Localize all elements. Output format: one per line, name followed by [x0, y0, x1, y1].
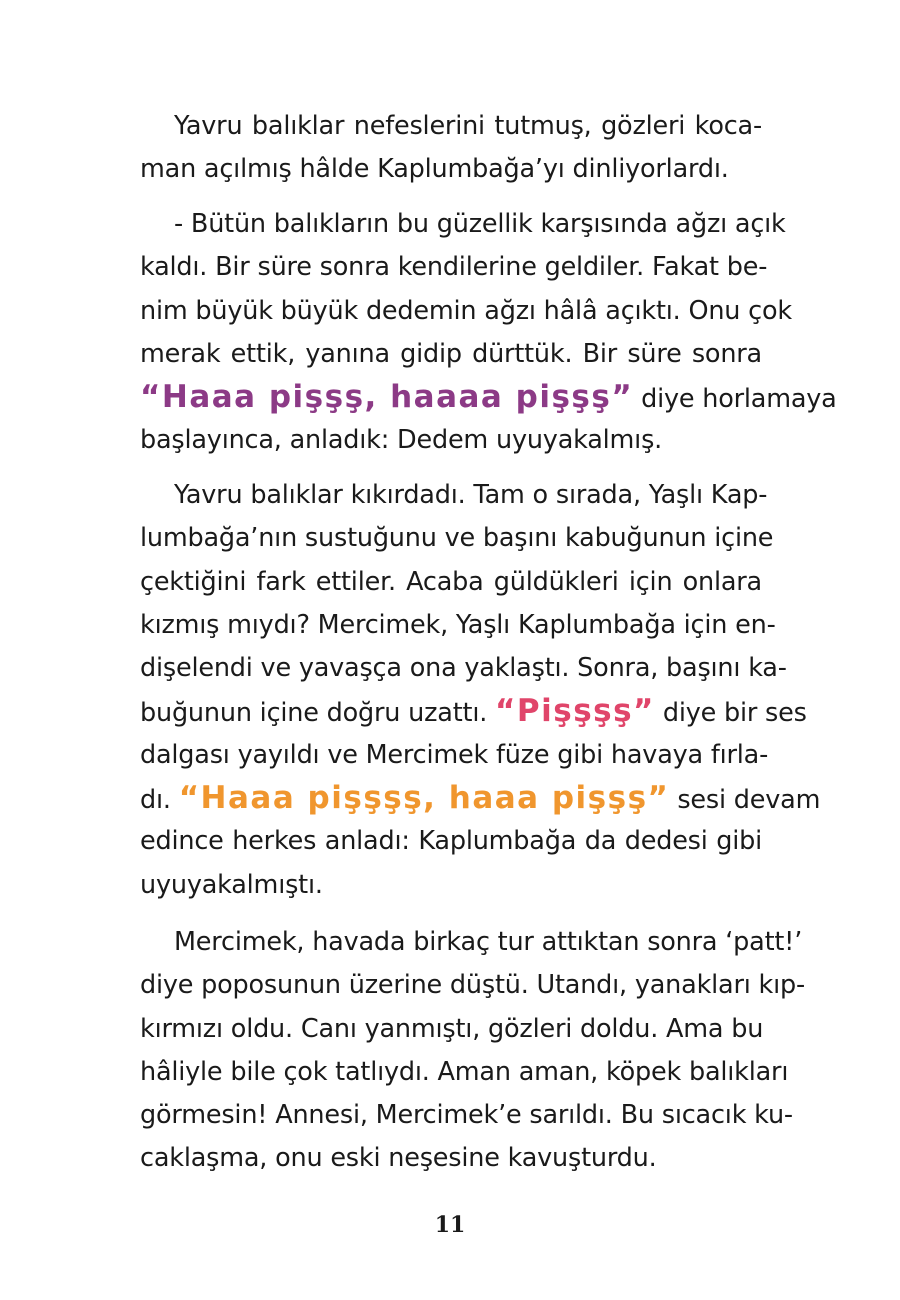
text-line: Yavru balıklar nefeslerini tutmuş, gözleri koca- [174, 111, 762, 141]
text-line: edince herkes anladı: Kaplumbağa da dedesi gibi [140, 826, 762, 857]
page-number: 11 [434, 1212, 466, 1238]
text-line: Yavru balıklar kıkırdadı. Tam o sırada, Yaşlı Kap- [174, 480, 768, 510]
paragraph-4 [140, 921, 805, 1181]
text-line: man açılmış hâlde Kaplumbağa’yı dinliyorlardı. [140, 154, 729, 185]
paragraph-1 [140, 105, 762, 192]
text-fragment: diye horlamaya [641, 384, 837, 415]
text-line: diye poposunun üzerine düştü. Utandı, yanakları kıp- [140, 970, 805, 1001]
paragraph-3 [140, 474, 821, 907]
text-fragment: sesi devam [677, 785, 821, 816]
paragraph-2 [140, 203, 837, 463]
text-line-with-sound-effect [140, 777, 821, 820]
text-line: kırmızı oldu. Canı yanmıştı, gözleri doldu. Ama bu [140, 1013, 764, 1044]
pish-sound-effect: “Pişşşş” [495, 693, 655, 730]
text-line: dişelendi ve yavaşça ona yaklaştı. Sonra, başını ka- [140, 653, 787, 684]
text-line: - Bütün balıkların bu güzellik karşısında ağzı açık [174, 209, 786, 239]
text-line: çektiğini fark ettiler. Acaba güldükleri için onlara [140, 566, 762, 597]
text-line: caklaşma, onu eski neşesine kavuşturdu. [140, 1143, 657, 1174]
text-line-with-sound-effect [140, 690, 807, 733]
text-fragment: dı. [140, 785, 171, 816]
text-line: nim büyük büyük dedemin ağzı hâlâ açıktı. Onu çok [140, 295, 792, 326]
text-line: kaldı. Bir süre sonra kendilerine geldiler. Fakat be- [140, 252, 768, 283]
text-line: başlayınca, anladık: Dedem uyuyakalmış. [140, 425, 663, 456]
text-line: hâliyle bile çok tatlıydı. Aman aman, köpek balıkları [140, 1056, 789, 1087]
text-line: kızmış mıydı? Mercimek, Yaşlı Kaplumbağa için en- [140, 609, 776, 640]
text-fragment: diye bir ses [662, 698, 807, 729]
text-line: merak ettik, yanına gidip dürttük. Bir süre sonra [140, 338, 762, 369]
text-line: lumbağa’nın sustuğunu ve başını kabuğunun içine [140, 523, 774, 554]
text-line: uyuyakalmıştı. [140, 869, 323, 900]
text-fragment: buğunun içine doğru uzattı. [140, 698, 488, 729]
text-line: Mercimek, havada birkaç tur attıktan sonra ‘patt!’ [174, 927, 803, 957]
text-line: görmesin! Annesi, Mercimek’e sarıldı. Bu sıcacık ku- [140, 1100, 793, 1131]
text-line-with-sound-effect [140, 376, 837, 419]
snore-sound-effect: “Haaa pişşşş, haaa pişşş” [178, 780, 670, 817]
text-line: dalgası yayıldı ve Mercimek füze gibi havaya fırla- [140, 739, 769, 770]
snore-sound-effect: “Haaa pişşş, haaaa pişşş” [140, 379, 634, 416]
